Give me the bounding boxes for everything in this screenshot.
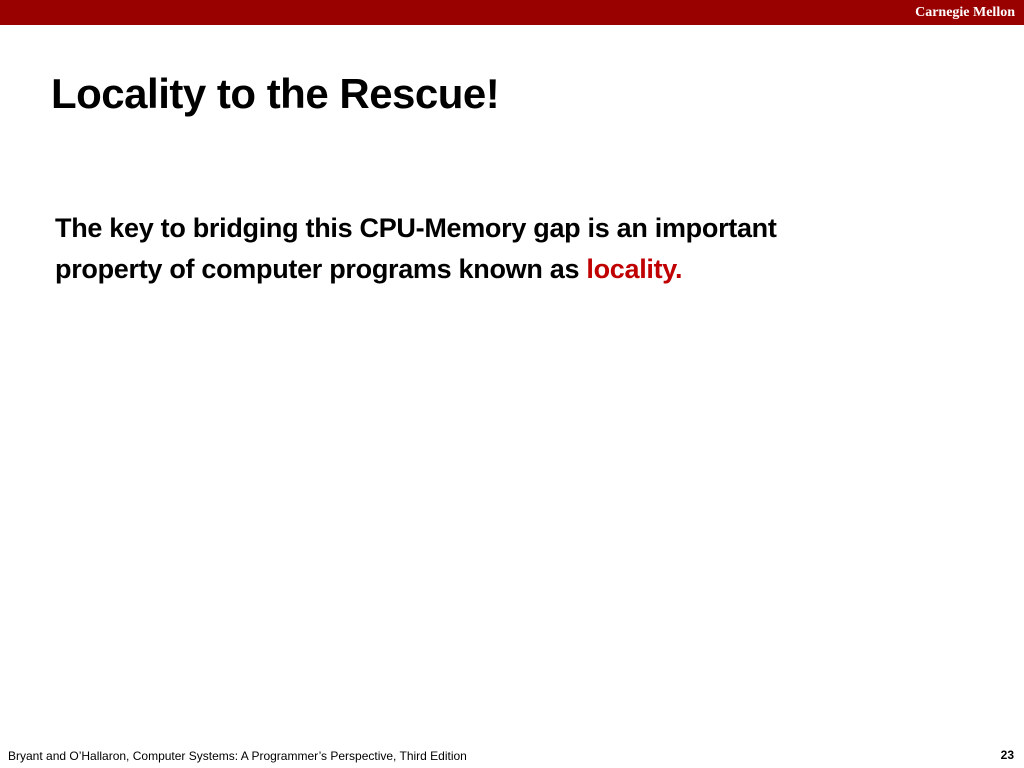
slide-title: Locality to the Rescue! <box>51 70 500 117</box>
slide-body <box>55 208 955 290</box>
footer-citation: Bryant and O’Hallaron, Computer Systems: A Programmer’s Perspective, Third Edition <box>8 749 467 763</box>
body-line-1: The key to bridging this CPU-Memory gap is an important <box>55 213 777 243</box>
body-line-2-text: property of computer programs known as <box>55 254 587 284</box>
header-bar <box>0 0 1024 25</box>
highlighted-term: locality. <box>586 254 683 284</box>
institution-name: Carnegie Mellon <box>915 5 1015 20</box>
page-number: 23 <box>1000 748 1014 762</box>
body-line-2 <box>55 249 955 290</box>
